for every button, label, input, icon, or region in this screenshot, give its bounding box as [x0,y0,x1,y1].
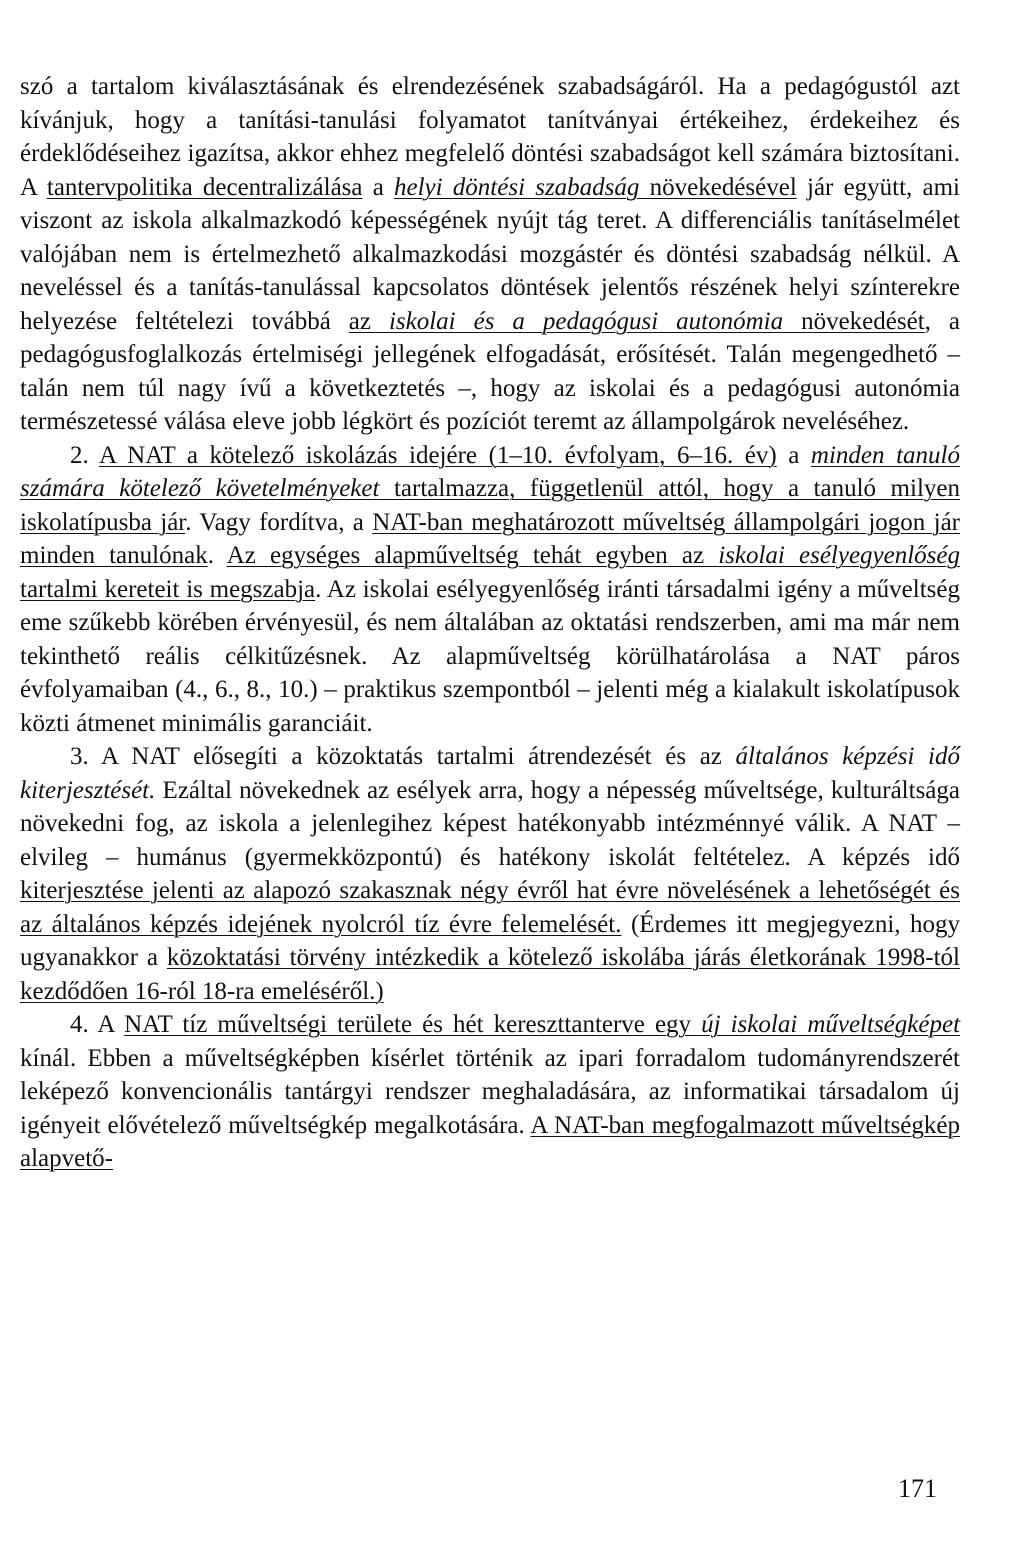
text-run: a [776,441,811,469]
body-text [20,70,1024,1176]
underlined-text: NAT tíz műveltségi területe és hét kereszttanterve egy [124,1011,702,1038]
underlined-text: minden tanuló számára kötelező követelményeket [20,441,960,502]
underlined-text: az [348,307,389,335]
text-run: . [207,542,227,569]
underlined-text: tartalmi kereteit is megszabja [20,575,316,603]
text-run: . Vagy fordítva, a [185,508,373,536]
paragraph [20,740,960,1008]
underlined-text: NAT-ban meghatározott műveltség állampolgári jogon jár minden tanulónak [20,508,960,569]
italic-text: általános képzési idő kiterjesztését. [20,743,960,804]
underlined-text: növekedésével [639,173,797,201]
underlined-text: tantervpolitika decentralizálása [46,173,363,201]
text-run: kínál. Ebben a műveltségképben kísérlet történik az ipari forradalom tudományrendszerét leképező konvencionális tantárgyi rendszer meghaladására, az informatikai társadalom új igényeit elővételező műveltségkép megalkotására. [20,1044,960,1139]
underlined-text: közoktatási törvény intézkedik a kötelező iskolába járás életkorának 1998-tól kezdődően 16-ról 18-ra emeléséről.) [20,944,960,1005]
text-run: 4. A [70,1011,125,1038]
underlined-text: új iskolai műveltségképet [701,1011,961,1038]
underlined-text: tartalmazza, függetlenül attól, hogy a tanuló milyen iskolatípusba jár [20,475,960,536]
text-run: szó a tartalom kiválasztásának és elrendezésének szabadságáról. Ha a pedagógustól azt kívánjuk, hogy a tanítási-tanulási folyamatot tanítványai értékeihez, érdekeihez és érdeklődéseihez igazítsa, akkor ehhez megfelelő döntési szabadságot kell számára biztosítani. A [20,73,960,201]
underlined-text: iskolai és a pedagógusi autonómia [388,307,784,335]
underlined-text: Az egységes alapműveltség tehát egyben az [226,542,719,569]
text-run: 2. [70,441,99,469]
paragraph [20,439,960,741]
text-run: (Érdemes itt megjegyezni, hogy ugyanakkor a [20,910,960,971]
underlined-text: kiterjesztése jelenti az alapozó szakasznak négy évről hat évre növelésének a lehetőségét és az általános képzés idejének nyolcról tíz évre felemelését. [20,877,960,938]
text-run: a [362,173,395,201]
text-run: 3. A NAT elősegíti a közoktatás tartalmi átrendezését és az [70,743,736,770]
underlined-text: A NAT a kötelező iskolázás idejére (1–10. évfolyam, 6–16. év) [98,441,777,469]
page-number: 171 [898,1474,937,1503]
text-run: Ezáltal növekednek az esélyek arra, hogy a népesség műveltsége, kulturáltsága növekedni fog, az iskola a jelenlegihez képest hatékonyabb intézménnyé válik. A NAT – elvileg – humánus (gyermekközpontú) és hatékony iskolát feltételez. A képzés idő [20,776,960,871]
underlined-text: helyi döntési szabadság [394,173,640,201]
paragraph [20,1008,960,1176]
underlined-text: A NAT-ban megfogalmazott műveltségkép alapvető- [20,1111,960,1172]
underlined-text: iskolai esélyegyenlőség [718,542,961,569]
text-run: , a pedagógusfoglalkozás értelmiségi jellegének elfogadását, erősítését. Talán megengedhető – talán nem túl nagy ívű a következtetés –, hogy az iskolai és a pedagógusi autonómia természetessé válása eleve jobb légkört és pozíciót teremt az állampolgárok neveléséhez. [20,307,960,435]
text-run: jár együtt, ami viszont az iskola alkalmazkodó képességének nyújt tág teret. A differenciális tanításelmélet valójában nem is értelmezhető alkalmazkodási mozgástér és döntési szabadság nélkül. A neveléssel és a tanítás-tanulással kapcsolatos döntések jelentős részének helyi színterekre helyezése feltételezi továbbá [20,173,961,335]
underlined-text: növekedését [783,307,925,335]
paragraph [20,70,960,439]
text-run: . Az iskolai esélyegyenlőség iránti társadalmi igény a műveltség eme szűkebb körében érvényesül, és nem általában az oktatási rendszerben, ami ma már nem tekinthető reális célkitűzésnek. Az alapműveltség körülhatárolása a NAT páros évfolyamaiban (4., 6., 8., 10.) – praktikus szempontból – jelenti még a kialakult iskolatípusok közti átmenet minimális garanciáit. [20,575,960,737]
